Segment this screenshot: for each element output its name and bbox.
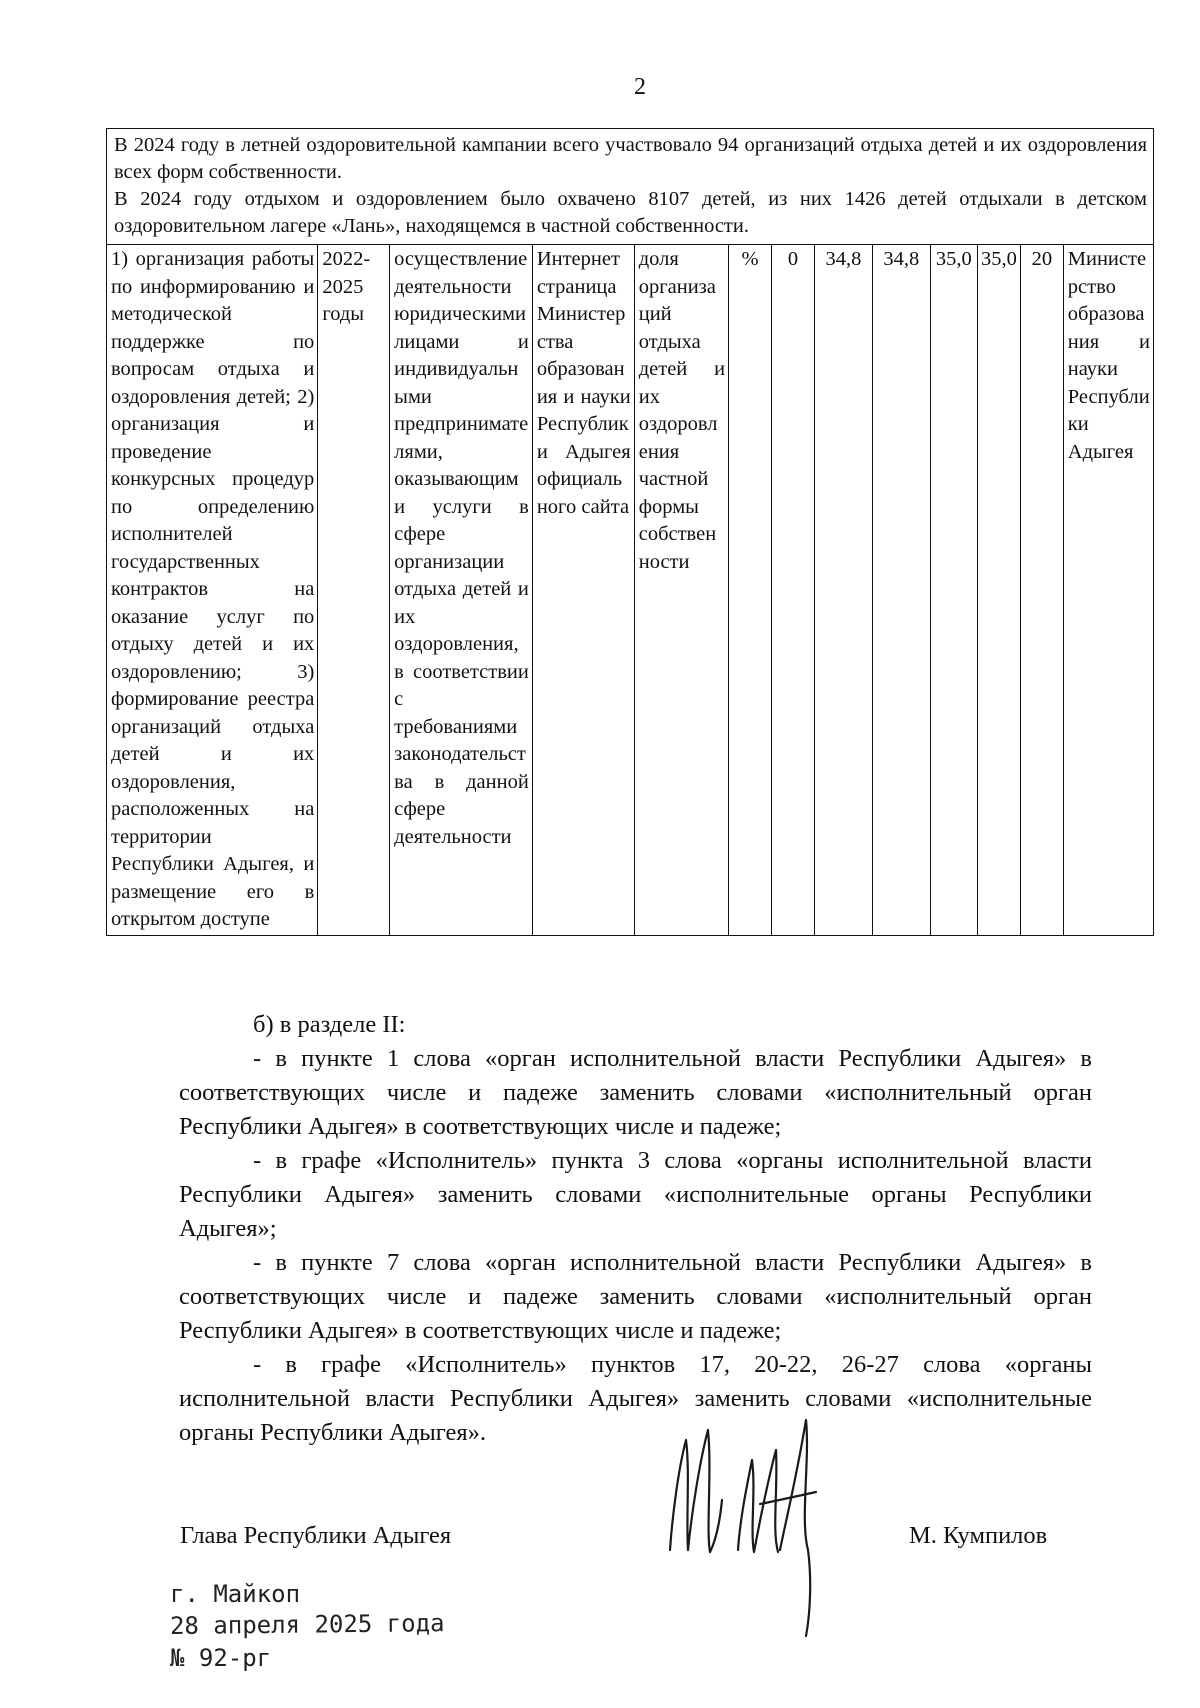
amendment-text: [179, 1008, 1092, 1450]
amendment-item: - в графе «Исполнитель» пунктов 17, 20-22, 26-27 слова «органы исполнительной власти Республики Адыгея» заменить словами «исполнительные органы Республики Адыгея».: [179, 1351, 1092, 1446]
amendment-item: - в пункте 1 слова «орган исполнительной власти Республики Адыгея» в соответствующих числе и падеже заменить словами «исполнительный орган Республики Адыгея» в соответствующих числе и падеже;: [179, 1045, 1092, 1140]
executor-cell: Министерство образования и науки Республики Адыгея: [1063, 245, 1153, 936]
intro-cell: [107, 129, 1154, 245]
document-number: № 92-рг: [170, 1644, 272, 1672]
signature-image: [660, 1400, 860, 1640]
value-cell: 35,0: [930, 245, 977, 936]
intro-paragraph: В 2024 году отдыхом и оздоровлением было охвачено 8107 детей, из них 1426 детей отдыхали в детском оздоровительном лагере «Лань», находящемся в частной собственности.: [114, 188, 1147, 237]
signer-title: Глава Республики Адыгея: [180, 1522, 452, 1549]
table-row: [107, 245, 1154, 936]
value-cell: 20: [1020, 245, 1063, 936]
amendment-item: - в графе «Исполнитель» пункта 3 слова «органы исполнительной власти Республики Адыгея» заменить словами «исполнительные органы Республики Адыгея»;: [179, 1147, 1092, 1242]
value-cell: 0: [772, 245, 815, 936]
value-cell: 34,8: [814, 245, 872, 936]
unit-cell: %: [729, 245, 772, 936]
measures-cell: 1) организация работы по информированию и методической поддержке по вопросам отдыха и оздоровления детей; 2) организация и проведение конкурсных процедур по определению исполнителей государственных контрактов на оказание услуг по отдыху детей и их оздоровлению; 3) формирование реестра организаций отдыха детей и их оздоровления, расположенных на территории Республики Адыгея, и размещение его в открытом доступе: [107, 245, 318, 936]
city-label: г. Майкоп: [170, 1580, 301, 1608]
intro-row: [107, 129, 1154, 245]
signer-name: М. Кумпилов: [909, 1522, 1048, 1549]
indicator-cell: доля организаций отдыха детей и их оздоровления частной формы собственности: [634, 245, 728, 936]
document-meta: [170, 1578, 445, 1674]
period-cell: 2022-2025 годы: [318, 245, 390, 936]
program-table: [106, 128, 1154, 936]
goal-cell: осуществление деятельности юридическими лицами и индивидуальными предпринимателями, оказывающими услуги в сфере организации отдыха детей и их оздоровления, в соответствии с требованиями законодательства в данной сфере деятельности: [390, 245, 533, 936]
section-heading: б) в разделе II:: [253, 1011, 406, 1038]
value-cell: 35,0: [977, 245, 1020, 936]
date-label: 28 апреля 2025 года: [169, 1609, 445, 1640]
value-cell: 34,8: [872, 245, 930, 936]
amendment-item: - в пункте 7 слова «орган исполнительной власти Республики Адыгея» в соответствующих числе и падеже заменить словами «исполнительный орган Республики Адыгея» в соответствующих числе и падеже;: [179, 1249, 1092, 1344]
intro-paragraph: В 2024 году в летней оздоровительной кампании всего участвовало 94 организаций отдыха детей и их оздоровления всех форм собственности.: [114, 134, 1147, 183]
page-number: 2: [634, 74, 646, 100]
source-cell: Интернет страница Министерства образования и науки Республики Адыгея официального сайта: [532, 245, 634, 936]
